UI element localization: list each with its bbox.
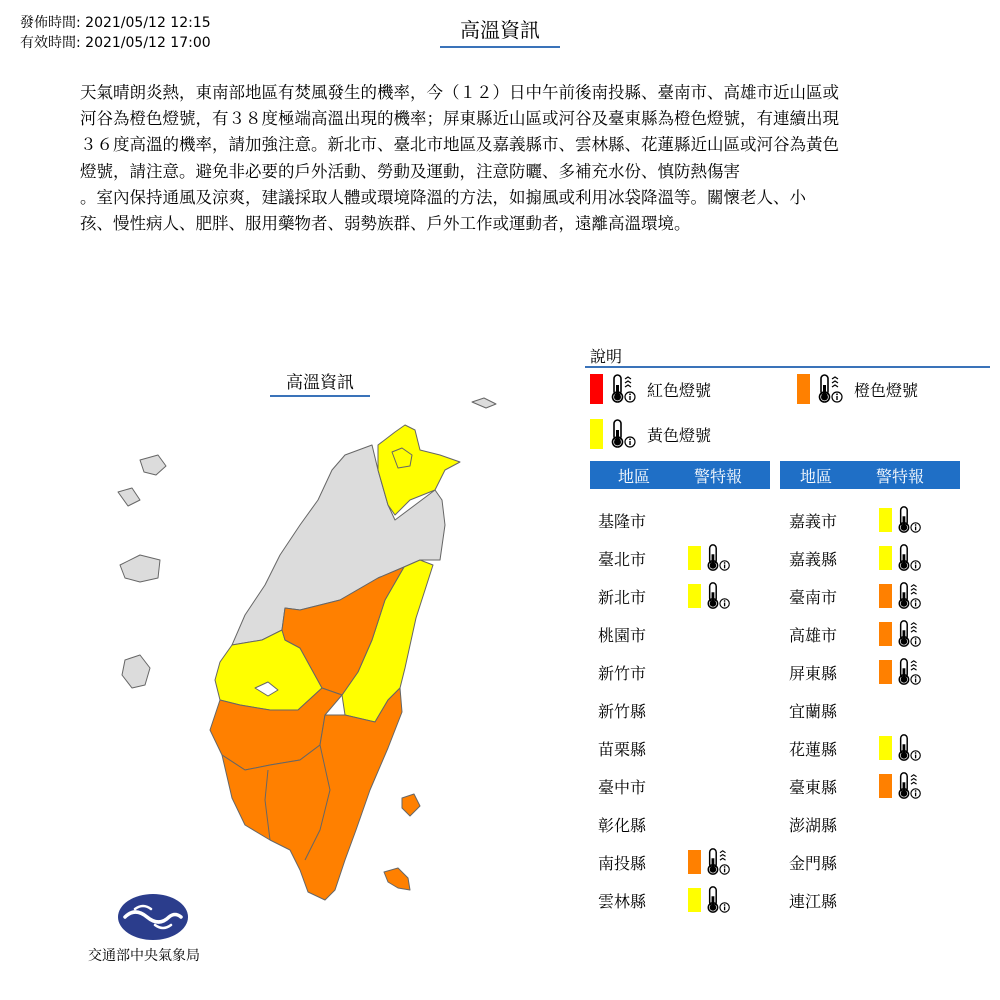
region-name: 臺中市 xyxy=(598,777,647,797)
table-row xyxy=(598,695,678,725)
legend-orange-label: 橙色燈號 xyxy=(854,380,919,400)
legend-red-label: 紅色燈號 xyxy=(647,380,712,400)
valid-time: 有效時間: 2021/05/12 17:00 xyxy=(20,35,211,51)
legend-red xyxy=(590,373,711,405)
thermometer-icon xyxy=(896,543,924,573)
table-row xyxy=(789,619,924,649)
table-header-left xyxy=(590,461,770,489)
region-name: 桃園市 xyxy=(598,625,647,645)
region-name: 金門縣 xyxy=(789,853,838,873)
yellow-level-swatch xyxy=(879,508,892,532)
region-name: 臺南市 xyxy=(789,587,838,607)
table-row xyxy=(598,505,678,535)
region-name: 基隆市 xyxy=(598,511,647,531)
thermometer-icon xyxy=(816,373,846,405)
region-name: 臺北市 xyxy=(598,549,647,569)
map-title: 高溫資訊 xyxy=(270,368,370,397)
region-name: 花蓮縣 xyxy=(789,739,838,759)
legend-divider xyxy=(585,366,990,368)
orange-level-swatch xyxy=(879,622,892,646)
col-region: 地區 xyxy=(617,466,650,486)
table-row xyxy=(789,885,869,915)
table-row xyxy=(598,543,733,573)
yellow-level-swatch xyxy=(879,546,892,570)
thermometer-icon xyxy=(896,657,924,687)
col-warning: 警特報 xyxy=(693,466,742,486)
col-region: 地區 xyxy=(799,466,832,486)
red-swatch xyxy=(590,374,603,404)
thermometer-icon xyxy=(896,771,924,801)
table-row xyxy=(598,771,678,801)
thermometer-icon xyxy=(705,581,733,611)
region-name: 新北市 xyxy=(598,587,647,607)
region-name: 宜蘭縣 xyxy=(789,701,838,721)
agency-name: 交通部中央氣象局 xyxy=(88,948,200,964)
yellow-level-swatch xyxy=(688,584,701,608)
map-island-lanyu xyxy=(384,868,410,890)
legend-title: 說明 xyxy=(590,347,623,366)
orange-level-swatch xyxy=(879,660,892,684)
table-row xyxy=(789,695,869,725)
yellow-level-swatch xyxy=(879,736,892,760)
orange-level-swatch xyxy=(688,850,701,874)
thermometer-icon xyxy=(896,581,924,611)
col-warning: 警特報 xyxy=(875,466,924,486)
warning-description: 天氣晴朗炎熱，東南部地區有焚風發生的機率，今（１２）日中午前後南投縣、臺南市、高雄市近山區或 河谷為橙色燈號，有３８度極端高溫出現的機率；屏東縣近山區或河谷及臺東縣為橙色燈號，有連續出現 ３６度高溫的機率，請加強注意。新北市、臺北市地區及嘉義縣市、雲林縣、花蓮縣近山區或河谷為黃色 燈號，請注意。避免非必要的戶外活動、勞動及運動，注意防曬、多補充水份、慎防熱傷害 。室內保持通風及涼爽，建議採取人體或環境降溫的方法，如搧風或利用冰袋降溫等。關懷老人、小 孩、慢性病人、肥胖、服用藥物者、弱勢族群、戶外工作或運動者，遠離高溫環境。 xyxy=(80,83,839,234)
table-row xyxy=(789,657,924,687)
page-title: 高溫資訊 xyxy=(440,14,560,48)
table-row xyxy=(789,847,869,877)
table-row xyxy=(789,543,924,573)
thermometer-icon xyxy=(609,373,639,405)
orange-level-swatch xyxy=(879,774,892,798)
region-name: 連江縣 xyxy=(789,891,838,911)
cwb-logo xyxy=(117,893,189,941)
table-row xyxy=(598,885,733,915)
map-island-kinmen xyxy=(120,555,160,582)
table-row xyxy=(598,657,678,687)
issue-time: 發佈時間: 2021/05/12 12:15 xyxy=(20,15,211,31)
thermometer-icon xyxy=(705,847,733,877)
taiwan-map xyxy=(100,390,540,910)
table-row xyxy=(598,581,733,611)
map-island-ludao xyxy=(402,794,420,816)
region-name: 新竹縣 xyxy=(598,701,647,721)
orange-level-swatch xyxy=(879,584,892,608)
region-name: 臺東縣 xyxy=(789,777,838,797)
region-name: 嘉義縣 xyxy=(789,549,838,569)
thermometer-icon xyxy=(609,418,639,450)
map-island-penghu xyxy=(122,655,150,688)
thermometer-icon xyxy=(896,505,924,535)
legend-orange xyxy=(797,373,918,405)
table-row xyxy=(789,581,924,611)
legend-yellow-label: 黃色燈號 xyxy=(647,425,712,445)
table-row xyxy=(598,733,678,763)
region-name: 屏東縣 xyxy=(789,663,838,683)
table-row xyxy=(789,733,924,763)
yellow-level-swatch xyxy=(688,888,701,912)
region-name: 苗栗縣 xyxy=(598,739,647,759)
region-name: 嘉義市 xyxy=(789,511,838,531)
yellow-level-swatch xyxy=(688,546,701,570)
table-row xyxy=(598,847,733,877)
region-name: 彰化縣 xyxy=(598,815,647,835)
region-name: 雲林縣 xyxy=(598,891,647,911)
region-name: 新竹市 xyxy=(598,663,647,683)
region-name: 澎湖縣 xyxy=(789,815,838,835)
table-row xyxy=(789,809,869,839)
map-island-matsu xyxy=(140,455,166,475)
table-row xyxy=(789,771,924,801)
thermometer-icon xyxy=(705,885,733,915)
map-island-guishan xyxy=(472,398,496,408)
table-row xyxy=(598,809,678,839)
legend-yellow xyxy=(590,418,711,450)
yellow-swatch xyxy=(590,419,603,449)
table-row xyxy=(789,505,924,535)
table-header-right xyxy=(780,461,960,489)
orange-swatch xyxy=(797,374,810,404)
table-row xyxy=(598,619,678,649)
thermometer-icon xyxy=(896,619,924,649)
thermometer-icon xyxy=(896,733,924,763)
region-name: 高雄市 xyxy=(789,625,838,645)
thermometer-icon xyxy=(705,543,733,573)
region-name: 南投縣 xyxy=(598,853,647,873)
